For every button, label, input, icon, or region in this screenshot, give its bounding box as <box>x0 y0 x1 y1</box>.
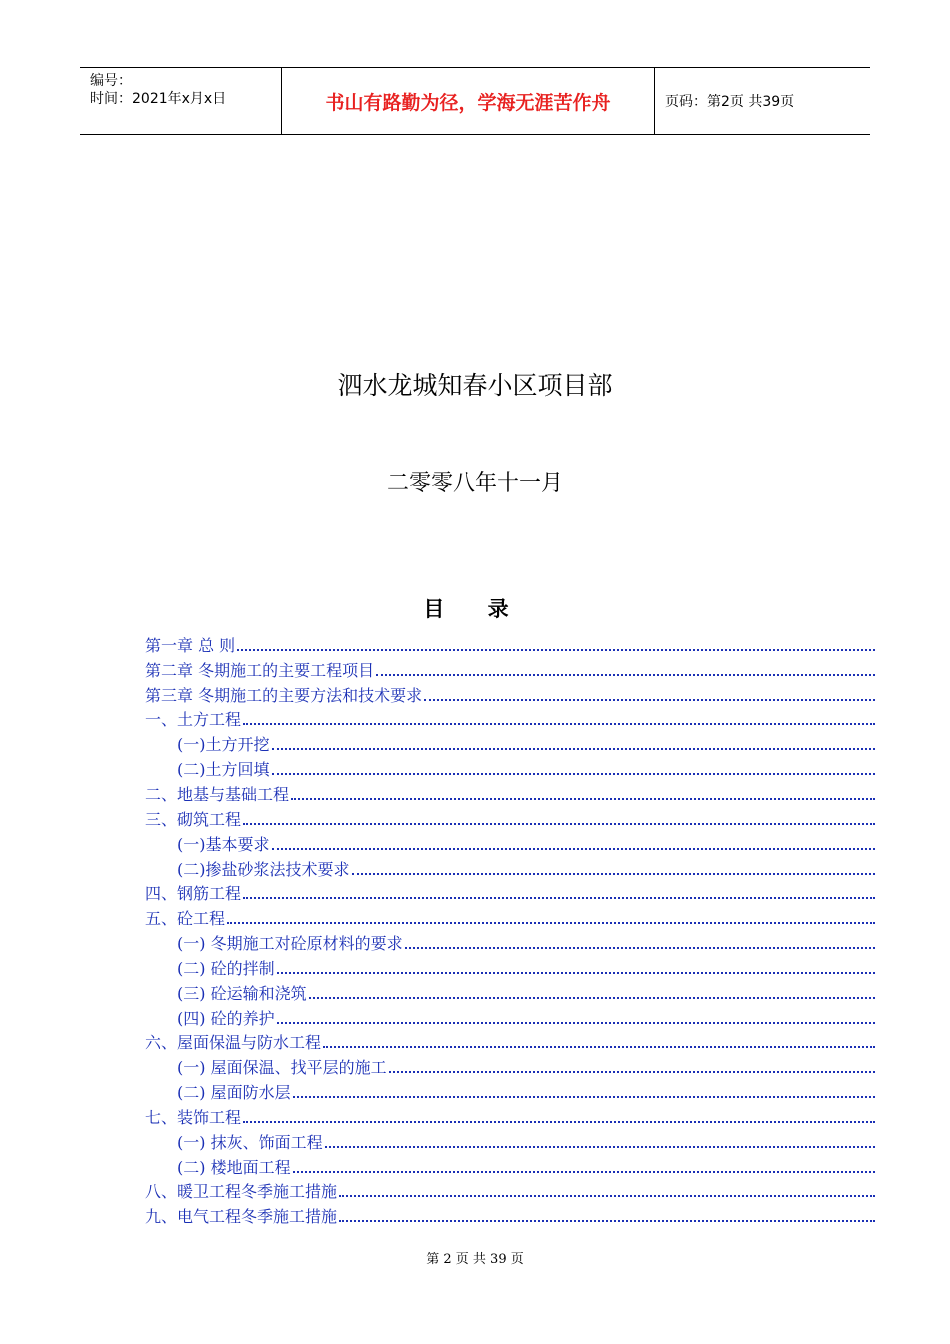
toc-entry[interactable] <box>145 955 875 980</box>
toc-leader-dots <box>291 797 875 800</box>
toc-entry-label: 二、地基与基础工程 <box>145 784 290 804</box>
toc-entry[interactable] <box>145 756 875 781</box>
toc-leader-dots <box>389 1070 875 1073</box>
toc-entry[interactable] <box>145 1104 875 1129</box>
number-label: 编号： <box>90 73 132 89</box>
toc-leader-dots <box>309 996 875 999</box>
header-page-info: 页码：第2页 共39页 <box>665 94 795 110</box>
toc-entry[interactable] <box>145 781 875 806</box>
toc-leader-dots <box>243 822 875 825</box>
toc-entry-label: 六、屋面保温与防水工程 <box>145 1033 322 1053</box>
toc-leader-dots <box>237 648 875 651</box>
page-footer: 第 2 页 共 39 页 <box>426 1252 524 1267</box>
toc-entry[interactable] <box>145 1179 875 1204</box>
toc-leader-dots <box>272 847 876 850</box>
toc-entry[interactable] <box>145 707 875 732</box>
toc-leader-dots <box>272 747 876 750</box>
toc-entry-label: (二)土方回填 <box>177 760 270 780</box>
toc-entry[interactable] <box>145 657 875 682</box>
toc-entry-label: 第三章 冬期施工的主要方法和技术要求 <box>145 685 423 705</box>
toc-leader-dots <box>339 1194 875 1197</box>
toc-entry-label: (三) 砼运输和浇筑 <box>177 983 307 1003</box>
toc-leader-dots <box>405 946 875 949</box>
toc-leader-dots <box>325 1145 875 1148</box>
toc-entry-label: (二) 楼地面工程 <box>177 1157 291 1177</box>
toc-entry-label: 七、装饰工程 <box>145 1107 242 1127</box>
toc-leader-dots <box>277 971 875 974</box>
toc-leader-dots <box>323 1045 875 1048</box>
toc-leader-dots <box>293 1095 875 1098</box>
toc-title: 目 录 <box>423 596 527 621</box>
toc-entry[interactable] <box>145 1030 875 1055</box>
toc-entry-label: (一)土方开挖 <box>177 735 270 755</box>
toc-entry[interactable] <box>145 632 875 657</box>
toc-leader-dots <box>243 722 875 725</box>
toc-entry[interactable] <box>145 682 875 707</box>
toc-entry[interactable] <box>145 856 875 881</box>
toc-entry-label: 三、砌筑工程 <box>145 809 242 829</box>
toc-leader-dots <box>272 772 876 775</box>
header-meta <box>80 68 282 134</box>
toc-entry[interactable] <box>145 930 875 955</box>
toc-entry-label: (一)基本要求 <box>177 834 270 854</box>
toc-leader-dots <box>339 1219 875 1222</box>
document-date: 二零零八年十一月 <box>386 471 563 496</box>
toc-entry[interactable] <box>145 1079 875 1104</box>
toc-entry-label: 第二章 冬期施工的主要工程项目 <box>145 660 375 680</box>
toc-entry-label: 一、土方工程 <box>145 710 242 730</box>
toc-entry-label: 五、砼工程 <box>145 909 226 929</box>
toc-entry[interactable] <box>145 1154 875 1179</box>
toc-entry-label: 第一章 总 则 <box>145 635 236 655</box>
toc-entry-label: 四、钢筋工程 <box>145 884 242 904</box>
toc-leader-dots <box>424 698 875 701</box>
project-name: 泗水龙城知春小区项目部 <box>337 371 613 400</box>
toc-leader-dots <box>227 921 875 924</box>
toc-entry-label: (二) 屋面防水层 <box>177 1083 291 1103</box>
toc-entry-label: (四) 砼的养护 <box>177 1008 275 1028</box>
toc-leader-dots <box>376 673 875 676</box>
toc-leader-dots <box>243 896 875 899</box>
toc-entry-label: (二)掺盐砂浆法技术要求 <box>177 859 350 879</box>
toc-entry[interactable] <box>145 831 875 856</box>
toc-leader-dots <box>277 1021 875 1024</box>
time-label: 时间：2021年x月x日 <box>90 91 227 107</box>
toc-leader-dots <box>243 1120 875 1123</box>
toc-entry[interactable] <box>145 806 875 831</box>
toc-entry[interactable] <box>145 1129 875 1154</box>
toc-leader-dots <box>352 872 876 875</box>
toc-leader-dots <box>293 1170 875 1173</box>
toc-entry[interactable] <box>145 905 875 930</box>
page-header <box>80 67 870 135</box>
toc-entry-label: 九、电气工程冬季施工措施 <box>145 1207 338 1227</box>
toc-entry[interactable] <box>145 1005 875 1030</box>
table-of-contents <box>145 632 875 1228</box>
toc-entry[interactable] <box>145 731 875 756</box>
toc-entry-label: (一) 屋面保温、找平层的施工 <box>177 1058 387 1078</box>
toc-entry-label: 八、暖卫工程冬季施工措施 <box>145 1182 338 1202</box>
toc-entry-label: (一) 抹灰、饰面工程 <box>177 1132 323 1152</box>
toc-entry[interactable] <box>145 1054 875 1079</box>
toc-entry[interactable] <box>145 1203 875 1228</box>
toc-entry[interactable] <box>145 980 875 1005</box>
toc-entry[interactable] <box>145 880 875 905</box>
toc-entry-label: (一) 冬期施工对砼原材料的要求 <box>177 934 403 954</box>
toc-entry-label: (二) 砼的拌制 <box>177 958 275 978</box>
header-motto: 书山有路勤为径，学海无涯苦作舟 <box>282 68 655 134</box>
